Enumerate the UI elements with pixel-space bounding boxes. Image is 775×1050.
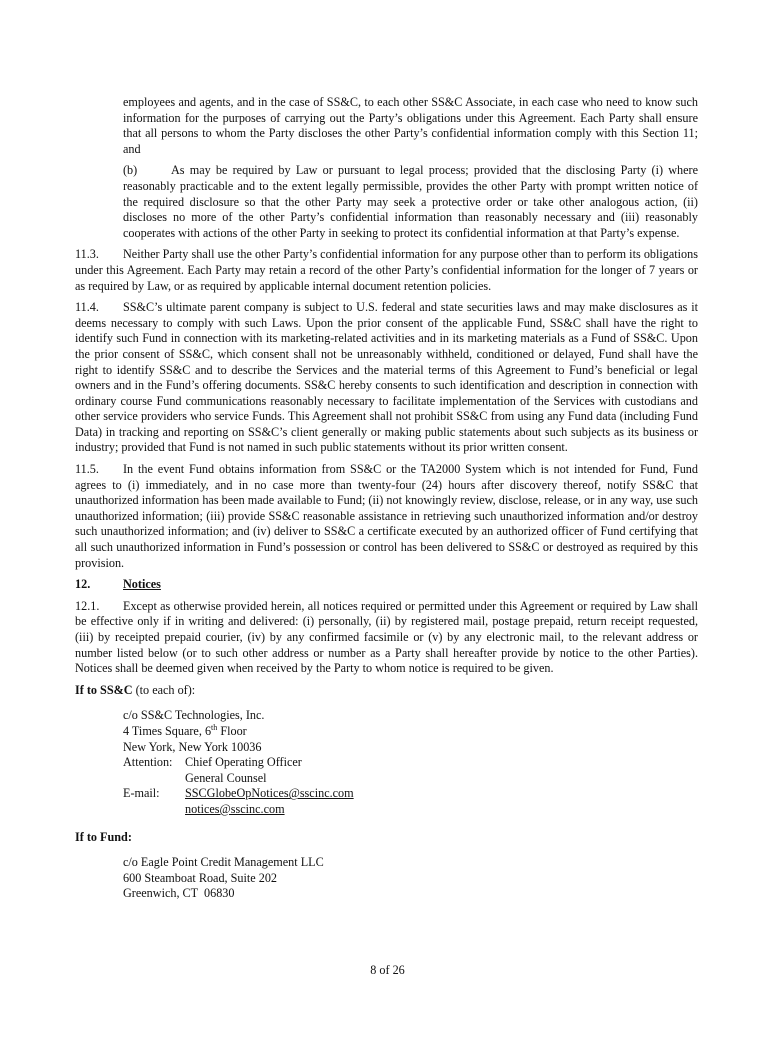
ssc-label-bold: If to SS&C — [75, 682, 133, 697]
heading-text: Notices — [123, 577, 161, 592]
section-number: 11.4. — [75, 300, 99, 315]
ssc-attention-row — [123, 755, 698, 771]
page-number: 8 of 26 — [370, 963, 405, 977]
section-11-2-a-continuation: employees and agents, and in the case of SS&C, to each other SS&C Associate, in each case who need to know such information for the purposes of carrying out the Party’s obligations under this Agreement. Each Party shall ensure that all persons to whom the Party discloses the other Party’s confidential information comply with this Section 11; and — [123, 95, 698, 156]
ssc-address-block — [123, 708, 698, 817]
section-text: Except as otherwise provided herein, all notices required or permitted under this Agreement or required by Law shall be effective only if in writing and delivered: (i) personally, (ii) by registered mail, postage prepaid, return receipt requested, (iii) by receipted prepaid courier, (iv) by any confirmed facsimile or (v) by any electronic mail, to the relevant address or number listed below (or to such other address or number as a Party shall hereafter provide by notice to the other Parties). Notices shall be deemed given when received by the Party to whom notice is required to be given. — [75, 598, 698, 676]
email-link-2[interactable]: notices@sscinc.com — [185, 801, 285, 816]
section-11-5 — [75, 462, 698, 571]
fund-address-line-3: Greenwich, CT 06830 — [123, 886, 235, 901]
ssc-email-row — [123, 786, 698, 802]
attention-1: Chief Operating Officer — [185, 755, 302, 770]
ssc-address-line-2 — [123, 724, 698, 740]
attention-label: Attention: — [123, 755, 173, 770]
ssc-address-line-3: New York, New York 10036 — [123, 739, 262, 754]
section-12-1 — [75, 599, 698, 677]
attention-2: General Counsel — [185, 770, 267, 785]
heading-number: 12. — [75, 577, 91, 592]
email-row-2 — [185, 802, 698, 818]
section-11-4 — [75, 300, 698, 456]
ssc-street: 4 Times Square, 6 — [123, 723, 212, 738]
section-11-3 — [75, 247, 698, 294]
section-number: 11.3. — [75, 247, 99, 262]
clause-label: (b) — [123, 163, 138, 178]
fund-address-line-1: c/o Eagle Point Credit Management LLC — [123, 855, 324, 870]
notice-to-ssc-label — [75, 683, 698, 699]
ssc-label-rest: (to each of): — [132, 682, 196, 697]
document-page — [75, 95, 698, 902]
section-12-heading — [75, 577, 698, 593]
ssc-floor: Floor — [217, 723, 247, 738]
email-link-1[interactable]: SSCGlobeOpNotices@sscinc.com — [185, 786, 354, 801]
ssc-address-line-1: c/o SS&C Technologies, Inc. — [123, 708, 265, 723]
fund-address-block — [123, 855, 698, 902]
ssc-floor-suffix: th — [211, 722, 218, 732]
email-label: E-mail: — [123, 786, 160, 801]
section-text: In the event Fund obtains information from SS&C or the TA2000 System which is not intended for Fund, Fund agrees to (i) immediately, and in no case more than twenty-four (24) hours after discovery thereof, notify SS&C that unauthorized information has been made available to Fund; (ii) not knowingly review, disclose, release, or in any way, use such unauthorized information; (iii) provide SS&C reasonable assistance in retrieving such unauthorized information and/or destroy such unauthorized information; and (iv) deliver to SS&C a certificate executed by an authorized officer of Fund certifying that all such unauthorized information in Fund’s possession or control has been delivered to SS&C or destroyed as required by this provision. — [75, 462, 698, 570]
notice-to-fund-label: If to Fund: — [75, 829, 132, 844]
section-number: 12.1. — [75, 598, 100, 613]
fund-address-line-2: 600 Steamboat Road, Suite 202 — [123, 870, 278, 885]
section-text: Neither Party shall use the other Party’s confidential information for any purpose other than to perform its obligations under this Agreement. Each Party may retain a record of the other Party’s confidential information for the longer of 7 years or as required by Law, or as required by applicable internal document retention policies. — [75, 247, 698, 293]
section-text: SS&C’s ultimate parent company is subject to U.S. federal and state securities laws and may make disclosures as it deems necessary to comply with such Laws. Upon the prior consent of the applicable Fund, SS&C shall have the right to identify such Fund in connection with its marketing-related activities and in its marketing materials as a Fund of SS&C. Upon the prior consent of SS&C, which consent shall not be unreasonably withheld, conditioned or delayed, Fund shall have the right to identify SS&C and to describe the Services and the material terms of this Agreement to Fund’s beneficial or legal owners and in the Fund’s offering documents. SS&C hereby consents to such identification and description in connection with ordinary course Fund communications reasonably necessary to facilitate implementation of the Services with custodians and other service providers who service Funds. This Agreement shall not prohibit SS&C from using any Fund data (including Fund Data) in tracking and reporting on SS&C’s client generally or making public statements about such subjects as its business or industry; provided that Fund is not named in such public statements without its prior written consent. — [75, 300, 698, 455]
section-number: 11.5. — [75, 462, 99, 477]
section-11-2-b — [123, 163, 698, 241]
clause-text: As may be required by Law or pursuant to legal process; provided that the disclosing Party (i) where reasonably practicable and to the extent legally permissible, provides the other Party with prompt written notice of the required disclosure so that the other Party may seek a protective order or take other analogous action, (ii) discloses no more of the other Party’s confidential information than reasonably necessary and (iii) reasonably cooperates with actions of the other Party in seeking to protect its confidential information at that Party’s expense. — [123, 163, 698, 240]
